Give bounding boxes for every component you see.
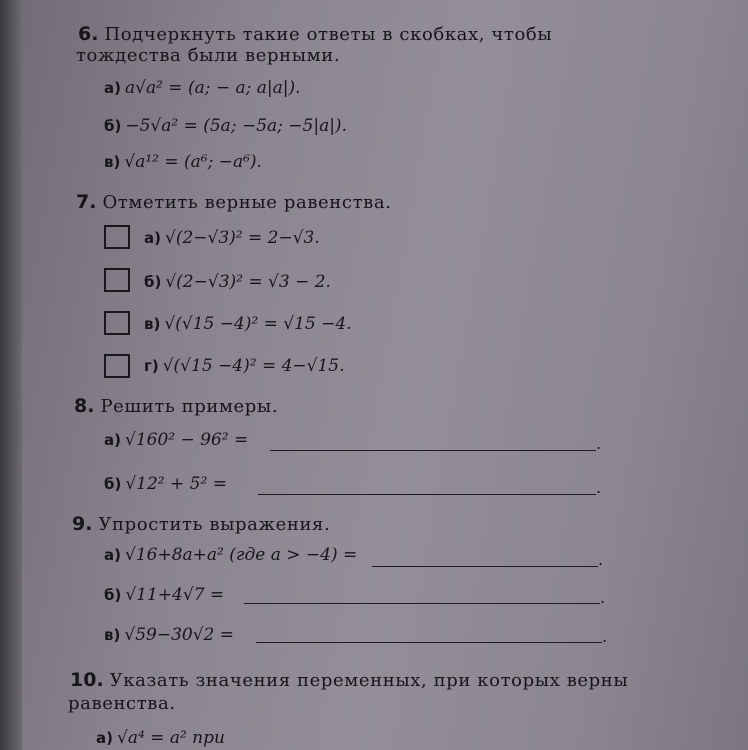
item-label: б) — [104, 117, 122, 135]
answer-line-8b[interactable] — [258, 494, 596, 495]
item-label: а) — [104, 79, 121, 97]
answer-line-9b[interactable] — [244, 603, 600, 604]
item-expression: √a¹² = (a⁶; −a⁶). — [124, 152, 262, 172]
task-10-item-a — [96, 728, 225, 748]
item-expression: √a⁴ = a² при — [116, 728, 225, 748]
item-expression: √(2−√3)² = √3 − 2. — [165, 272, 331, 292]
item-expression: √160² − 96² = — [124, 430, 249, 450]
task-title: Указать значения переменных, при которых верны — [109, 670, 629, 691]
item-expression: √11+4√7 = — [125, 585, 225, 605]
item-expression: √16+8a+a² (где a > −4) = — [124, 545, 358, 565]
task-6-title-cont — [76, 46, 340, 66]
task-8-item-b — [104, 474, 227, 494]
task-9-title — [72, 514, 330, 535]
item-expression: a√a² = (a; − a; a|a|). — [124, 78, 301, 98]
task-number: 8. — [74, 395, 95, 417]
item-label: а) — [96, 729, 113, 747]
page-shadow-edge — [0, 0, 22, 750]
answer-period: . — [602, 627, 608, 646]
task-9-item-a — [104, 545, 357, 565]
task-7-item-c — [144, 314, 352, 334]
task-6-item-c — [104, 152, 262, 172]
answer-period: . — [596, 478, 602, 497]
task-7-item-a — [144, 228, 320, 248]
answer-period: . — [600, 588, 606, 607]
task-title: тождества были верными. — [76, 45, 341, 66]
task-title: Упростить выражения. — [98, 514, 331, 535]
item-label: в) — [144, 315, 161, 333]
task-10-title — [70, 670, 628, 691]
task-title: равенства. — [68, 693, 176, 714]
answer-period: . — [598, 550, 604, 569]
item-label: в) — [104, 626, 121, 644]
task-7-title — [76, 192, 392, 213]
task-title: Подчеркнуть такие ответы в скобках, чтобы — [104, 24, 553, 45]
task-9-item-c — [104, 625, 234, 645]
task-title: Отметить верные равенства. — [102, 192, 392, 213]
checkbox-7a[interactable] — [104, 225, 130, 249]
answer-line-9c[interactable] — [256, 642, 602, 643]
checkbox-7d[interactable] — [104, 354, 130, 378]
task-6-item-a — [104, 78, 301, 98]
item-expression: √(√15 −4)² = 4−√15. — [162, 356, 345, 376]
task-6-item-b — [104, 116, 347, 136]
item-expression: √(2−√3)² = 2−√3. — [164, 228, 320, 248]
item-expression: √12² + 5² = — [125, 474, 227, 494]
item-label: а) — [104, 431, 121, 449]
task-10-title-cont — [68, 694, 176, 714]
task-7-item-b — [144, 272, 331, 292]
item-expression: √59−30√2 = — [124, 625, 234, 645]
item-expression: −5√a² = (5a; −5a; −5|a|). — [125, 116, 347, 136]
item-label: б) — [104, 586, 122, 604]
answer-period: . — [596, 434, 602, 453]
task-9-item-b — [104, 585, 224, 605]
task-number: 10. — [70, 669, 104, 691]
checkbox-7b[interactable] — [104, 268, 130, 292]
task-number: 7. — [76, 191, 97, 213]
item-label: в) — [104, 153, 121, 171]
checkbox-7c[interactable] — [104, 311, 130, 335]
task-7-item-d — [144, 356, 345, 376]
task-number: 9. — [72, 513, 93, 535]
item-expression: √(√15 −4)² = √15 −4. — [164, 314, 352, 334]
task-8-item-a — [104, 430, 248, 450]
task-number: 6. — [78, 23, 99, 45]
answer-line-8a[interactable] — [270, 450, 596, 451]
item-label: а) — [104, 546, 121, 564]
item-label: б) — [104, 475, 122, 493]
item-label: г) — [144, 357, 159, 375]
task-6-title — [78, 24, 552, 45]
task-8-title — [74, 396, 278, 417]
answer-line-9a[interactable] — [372, 566, 598, 567]
item-label: б) — [144, 273, 162, 291]
item-label: а) — [144, 229, 161, 247]
task-title: Решить примеры. — [100, 396, 279, 417]
